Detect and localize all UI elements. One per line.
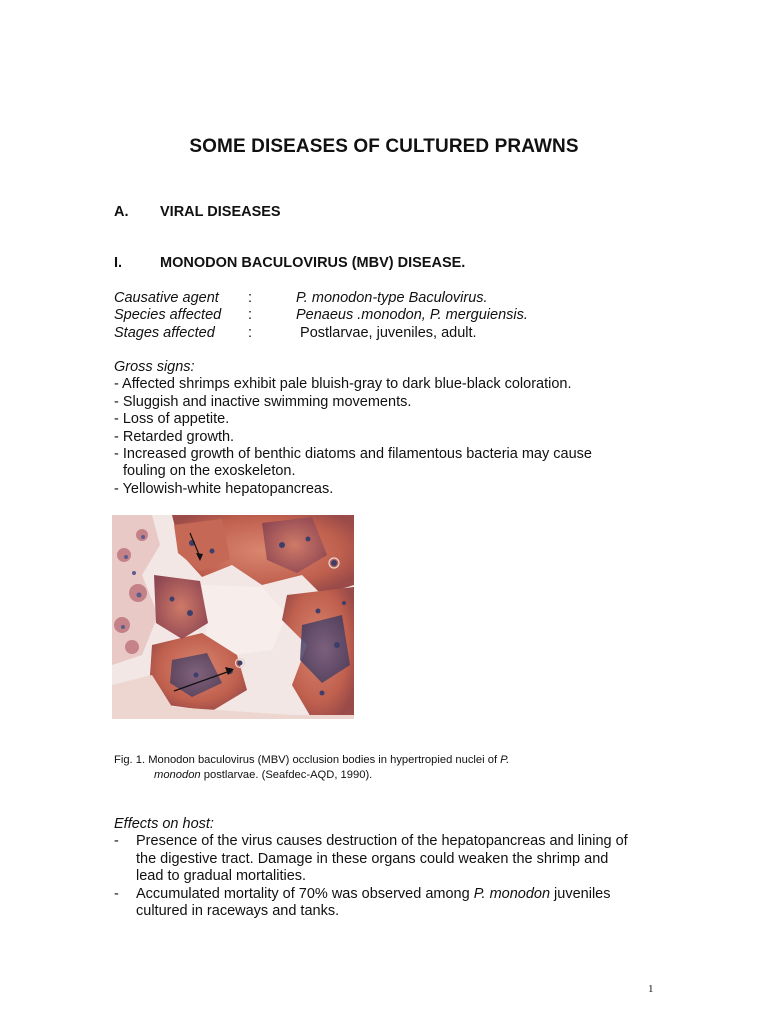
caption-species-italic: P. [500,754,510,766]
effects-text: Accumulated mortality of 70% was observed among [136,885,474,902]
info-colon: : [248,324,253,341]
effects-text: juveniles [550,885,611,902]
effects-list-item [114,886,674,921]
effects-on-host [114,816,674,920]
gross-sign-line: - Affected shrimps exhibit pale bluish-gray to dark blue-black coloration. [114,376,572,393]
effects-line: lead to gradual mortalities. [136,868,307,885]
micrograph-image [112,515,354,719]
effects-species-italic: P. monodon [473,885,551,902]
section-number: A. [114,204,129,220]
subsection-number: I. [114,255,123,271]
figure-caption [114,753,634,782]
page-number: 1 [648,983,654,995]
gross-signs-title: Gross signs: [114,359,195,375]
list-dash: - [114,885,119,902]
effects-title: Effects on host: [114,816,214,832]
info-value: Penaeus .monodon, P. merguiensis. [296,307,528,324]
gross-sign-line: - Loss of appetite. [114,411,230,428]
caption-species-italic: monodon [154,768,201,781]
document-title: SOME DISEASES OF CULTURED PRAWNS [189,136,579,157]
info-label: Stages affected [114,324,215,341]
caption-text: Fig. 1. Monodon baculovirus (MBV) occlusion bodies in hypertropied nuclei of [114,754,501,766]
info-value: P. monodon-type Baculovirus. [296,290,488,306]
section-title: VIRAL DISEASES [160,204,281,220]
gross-sign-line: fouling on the exoskeleton. [123,463,296,480]
info-label: Species affected [114,307,222,324]
gross-sign-line: - Retarded growth. [114,428,235,445]
gross-sign-line: - Sluggish and inactive swimming movements. [114,393,412,410]
gross-sign-line: - Yellowish-white hepatopancreas. [114,480,334,497]
caption-text: postlarvae. (Seafdec-AQD, 1990). [200,768,373,781]
list-dash: - [114,833,119,850]
gross-sign-line: - Increased growth of benthic diatoms and filamentous bacteria may cause [114,446,592,463]
effects-list-item [114,833,674,885]
effects-line: Presence of the virus causes destruction of the hepatopancreas and lining of [136,833,628,850]
subsection-title: MONODON BACULOVIRUS (MBV) DISEASE. [160,255,466,271]
info-value: Postlarvae, juveniles, adult. [296,324,477,341]
effects-line: the digestive tract. Damage in these organs could weaken the shrimp and [136,850,609,867]
info-colon: : [248,307,253,324]
info-colon: : [248,290,253,306]
effects-line: cultured in raceways and tanks. [136,903,340,920]
gross-signs [114,359,674,498]
info-label: Causative agent [114,290,219,306]
